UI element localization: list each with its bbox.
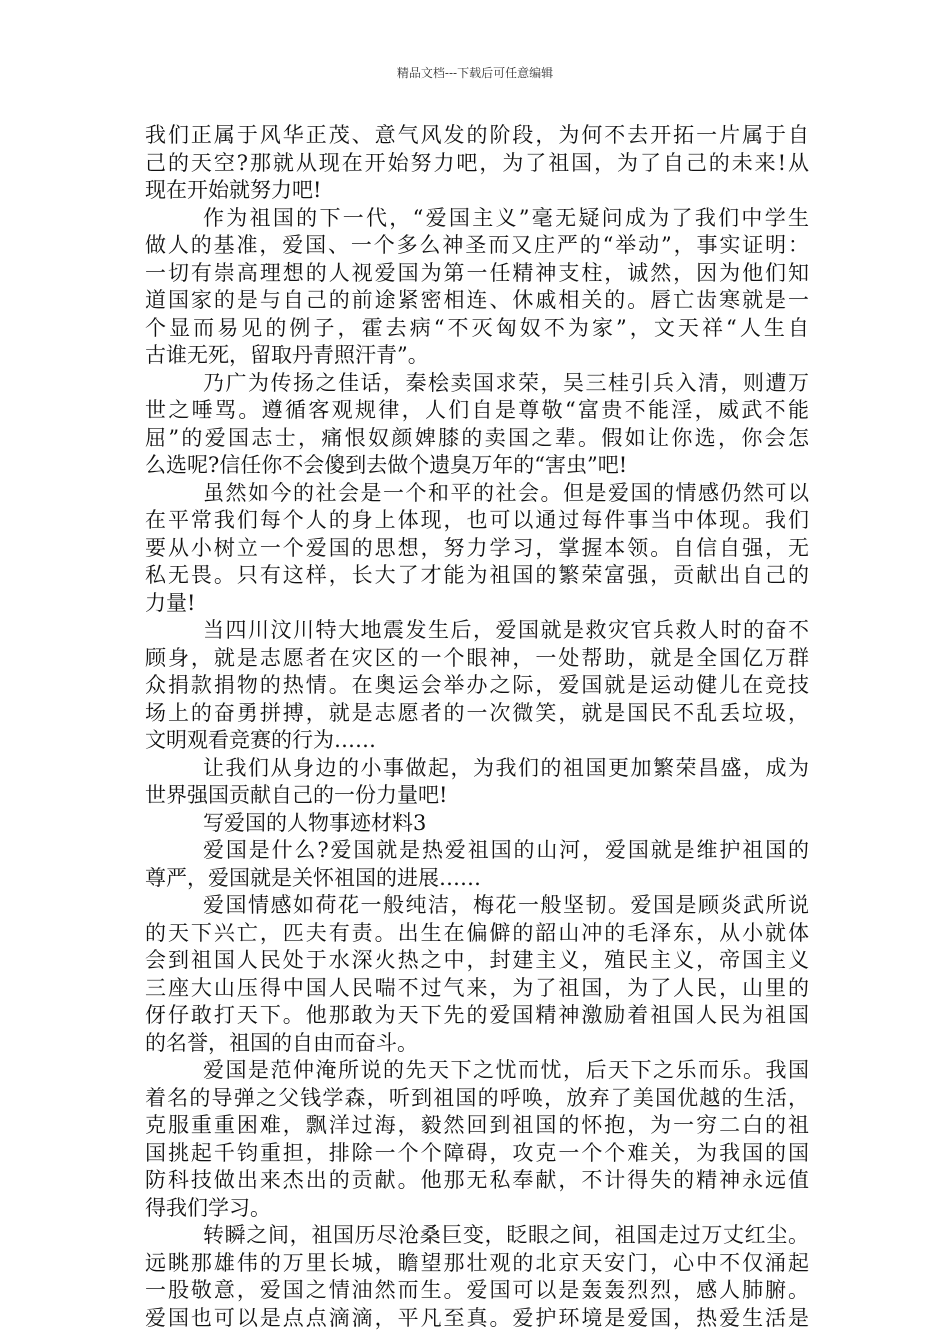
text-line: 会到祖国人民处于水深火热之中，封建主义，殖民主义，帝国主义 [145,948,809,972]
text-line: 作为祖国的下一代，“爱国主义”毫无疑问成为了我们中学生 [203,205,809,230]
text-line: 古谁无死，留取丹青照汗青”。 [145,343,429,367]
text-line: 当四川汶川特大地震发生后，爱国就是救灾官兵救人时的奋不 [203,618,809,642]
text-line: 转瞬之间，祖国历尽沧桑巨变，眨眼之间，祖国走过万丈红尘。 [203,1223,809,1247]
text-line: 文明观看竞赛的行为…… [145,728,376,752]
text-line: 远眺那雄伟的万里长城，瞻望那壮观的北京天安门，心中不仅涌起 [145,1250,809,1275]
text-line: 爱国也可以是点点滴滴，平凡至真。爱护环境是爱国，热爱生活是 [145,1305,809,1330]
text-line: 伢仔敢打天下。他那敢为天下先的爱国精神激励着祖国人民为祖国 [145,1003,809,1027]
text-line: 我们正属于风华正茂、意气风发的阶段，为何不去开拓一片属于自 [145,123,809,147]
text-line: 做人的基准，爱国、一个多么神圣而又庄严的“举动”，事实证明： [145,233,809,257]
text-line: 顾身，就是志愿者在灾区的一个眼神，一处帮助，就是全国亿万群 [145,645,809,670]
text-line: 的名誉，祖国的自由而奋斗。 [145,1030,418,1055]
text-line: 力量! [145,590,196,615]
text-line: 道国家的是与自己的前途紧密相连、休戚相关的。唇亡齿寒就是一 [145,288,809,312]
text-line: 的天下兴亡，匹夫有责。出生在偏僻的韶山冲的毛泽东，从小就体 [145,920,809,945]
text-line: 一股敬意，爱国之情油然而生。爱国可以是轰轰烈烈，感人肺腑。 [145,1278,809,1302]
text-line: 众捐款捐物的热情。在奥运会举办之际，爱国就是运动健儿在竞技 [145,673,809,697]
text-line: 私无畏。只有这样，长大了才能为祖国的繁荣富强，贡献出自己的 [145,563,809,587]
text-line: 个显而易见的例子，霍去病“不灭匈奴不为家”，文天祥“人生自 [145,315,809,340]
text-line: 着名的导弹之父钱学森，听到祖国的呼唤，放弃了美国优越的生活， [145,1085,809,1110]
text-line: 要从小树立一个爱国的思想，努力学习，掌握本领。自信自强，无 [145,535,809,560]
page-header: 精品文档---下载后可任意编辑 [396,66,554,80]
text-line: 屈”的爱国志士，痛恨奴颜婢膝的卖国之辈。假如让你选，你会怎 [145,425,809,450]
text-line: 乃广为传扬之佳话，秦桧卖国求荣，吴三桂引兵入清，则遭万 [203,370,809,395]
document-body [145,122,809,1332]
text-line: 国挑起千钧重担，排除一个个障碍，攻克一个个难关，为我国的国 [145,1140,809,1165]
text-line: 场上的奋勇拼搏，就是志愿者的一次微笑，就是国民不乱丢垃圾， [145,700,809,725]
text-line: 一切有崇高理想的人视爱国为第一任精神支柱，诚然，因为他们知 [145,260,809,285]
text-line: 己的天空?那就从现在开始努力吧，为了祖国，为了自己的未来!从 [145,150,809,175]
text-line: 得我们学习。 [145,1195,271,1220]
text-line: 么选呢?信任你不会傻到去做个遗臭万年的“害虫”吧! [145,453,628,477]
text-line: 爱国情感如荷花一般纯洁，梅花一般坚韧。爱国是顾炎武所说 [203,893,809,917]
text-line: 爱国是范仲淹所说的先天下之忧而忧，后天下之乐而乐。我国 [203,1058,809,1082]
text-line: 在平常我们每个人的身上体现，也可以通过每件事当中体现。我们 [145,508,809,532]
text-line: 三座大山压得中国人民喘不过气来，为了祖国，为了人民，山里的 [145,975,809,1000]
text-line: 爱国是什么?爱国就是热爱祖国的山河，爱国就是维护祖国的 [203,838,809,862]
text-line: 现在开始就努力吧! [145,178,322,202]
text-line: 写爱国的人物事迹材料3 [203,810,427,835]
text-line: 尊严，爱国就是关怀祖国的进展…… [145,865,481,890]
text-line: 让我们从身边的小事做起，为我们的祖国更加繁荣昌盛，成为 [203,755,809,780]
text-line: 世之唾骂。遵循客观规律，人们自是尊敬“富贵不能淫，威武不能 [145,398,809,422]
text-line: 世界强国贡献自己的一份力量吧! [145,783,448,807]
text-line: 防科技做出来杰出的贡献。他那无私奉献，不计得失的精神永远值 [145,1168,809,1192]
text-line: 克服重重困难，飘洋过海，毅然回到祖国的怀抱，为一穷二白的祖 [145,1113,809,1137]
text-line: 虽然如今的社会是一个和平的社会。但是爱国的情感仍然可以 [203,480,809,505]
